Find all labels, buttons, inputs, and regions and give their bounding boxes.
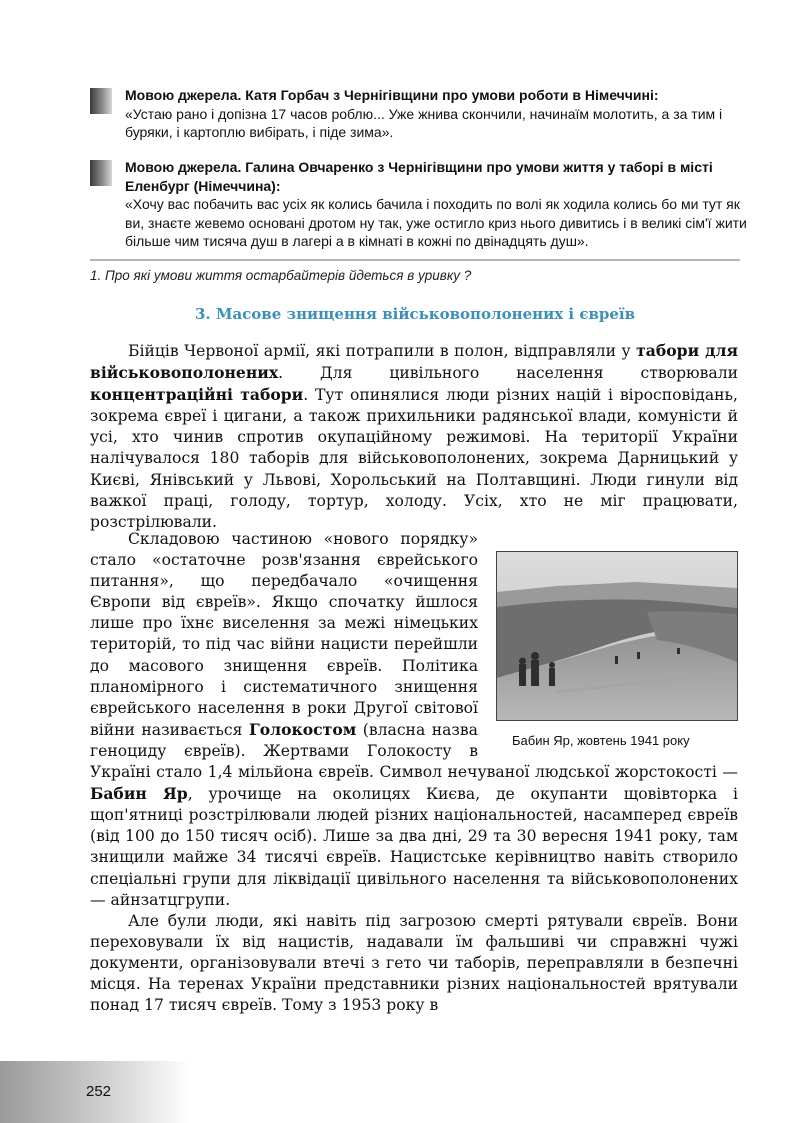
main-text-with-figure [90, 529, 738, 1016]
source-quote-1 [90, 86, 750, 142]
page-number: 252 [86, 1083, 112, 1100]
term-pow-camps: табори для військовополонених [90, 341, 739, 383]
quote-2-title: Мовою джерела. Галина Овчаренко з Чернігівщини про умови життя у таборі в місті Еленбург (Німеччина): [125, 159, 713, 194]
source-quote-2 [90, 158, 750, 251]
section-heading: 3. Масове знищення військовополонених і євреїв [194, 305, 636, 323]
paragraph-1: Бійців Червоної армії, які потрапили в полон, відправляли у табори для військовополонених. Для цивільного населення створювали концентраційні табори. Тут опинялися люди різних націй і віросповідань, зокрема євреї і цигани, а також прихильники радянської влади, комуністи й усі, хто чинив спротив окупаційному режимові. На території України налічувалося 180 таборів для військовополонених, зокрема Дарницький у Києві, Янівський у Львові, Хорольський на Полтавщині. Люди гинули від важкої праці, голоду, тортур, холоду. Усіх, хто не міг працювати, розстрілювали. [90, 341, 739, 531]
review-question: 1. Про які умови життя остарбайтерів йдеться в уривку ? [90, 268, 472, 283]
quote-marker-icon [90, 88, 112, 114]
quote-1-title: Мовою джерела. Катя Горбач з Чернігівщини про умови роботи в Німеччині: [125, 87, 659, 103]
term-concentration-camps: концентраційні табори [90, 385, 304, 405]
babyn-yar-figure [496, 551, 738, 748]
quote-2-text: «Хочу вас побачить вас усіх як колись бачила і походить по волі як ходила колись бо ми тут як ви, знаєте жевемо основані дротом ну так, уже остигло криз нього дивитись і в великі сім'ї жити більше чим тисяча душ в лагері а в кімнаті в кожні по двінадцять душ». [125, 196, 747, 249]
term-babyn-yar: Бабин Яр [90, 784, 188, 804]
paragraph-3: Але були люди, які навіть під загрозою смерті рятували євреїв. Вони переховували їх від нацистів, надавали їм фальшиві чи справжні чужі документи, організовували втечі з гето чи таборів, переправляли в безпечні місця. На теренах України представники різних національностей врятували понад 17 тисяч євреїв. Тому з 1953 року в [90, 911, 738, 1015]
quote-1-text: «Устаю рано і допізна 17 часов роблю... Уже жнива скончили, начинаїм молотить, а за тим і буряки, і картоплю вибірать, і піде зима». [125, 105, 723, 140]
figure-caption: Бабин Яр, жовтень 1941 року [512, 733, 690, 748]
quote-marker-icon [90, 160, 112, 186]
paragraph-2: Складовою частиною «нового порядку» стало «остаточне розв'язання єврейського питання», що передбачало «очищення Європи від євреїв». Якщо спочатку йшлося лише про їхнє виселення за межі німецьких територій, то під час війни нацисти перейшли до масового знищення євреїв. Політика планомірного і систематичного знищення єврейського населення в роки Другої світової війни називається Голокостом (власна назва геноциду євреїв). Жертвами Голокосту в Україні стало 1,4 мільйона євреїв. Символ нечуваної людської жорстокості — Бабин Яр, урочище на околицях Києва, де окупанти щовівторка і щоп'ятниці розстрілювали людей різних національностей, насамперед євреїв (від 100 до 150 тисяч осіб). Лише за два дні, 29 та 30 вересня 1941 року, там знищили майже 34 тисячі євреїв. Нацистське керівництво навіть створило спеціальні групи для ліквідації цивільного населення та військовополонених — айнзатцгрупи. [90, 530, 738, 909]
divider-line [90, 259, 740, 261]
term-holocaust: Голокостом [248, 719, 357, 739]
babyn-yar-photo [496, 551, 738, 721]
